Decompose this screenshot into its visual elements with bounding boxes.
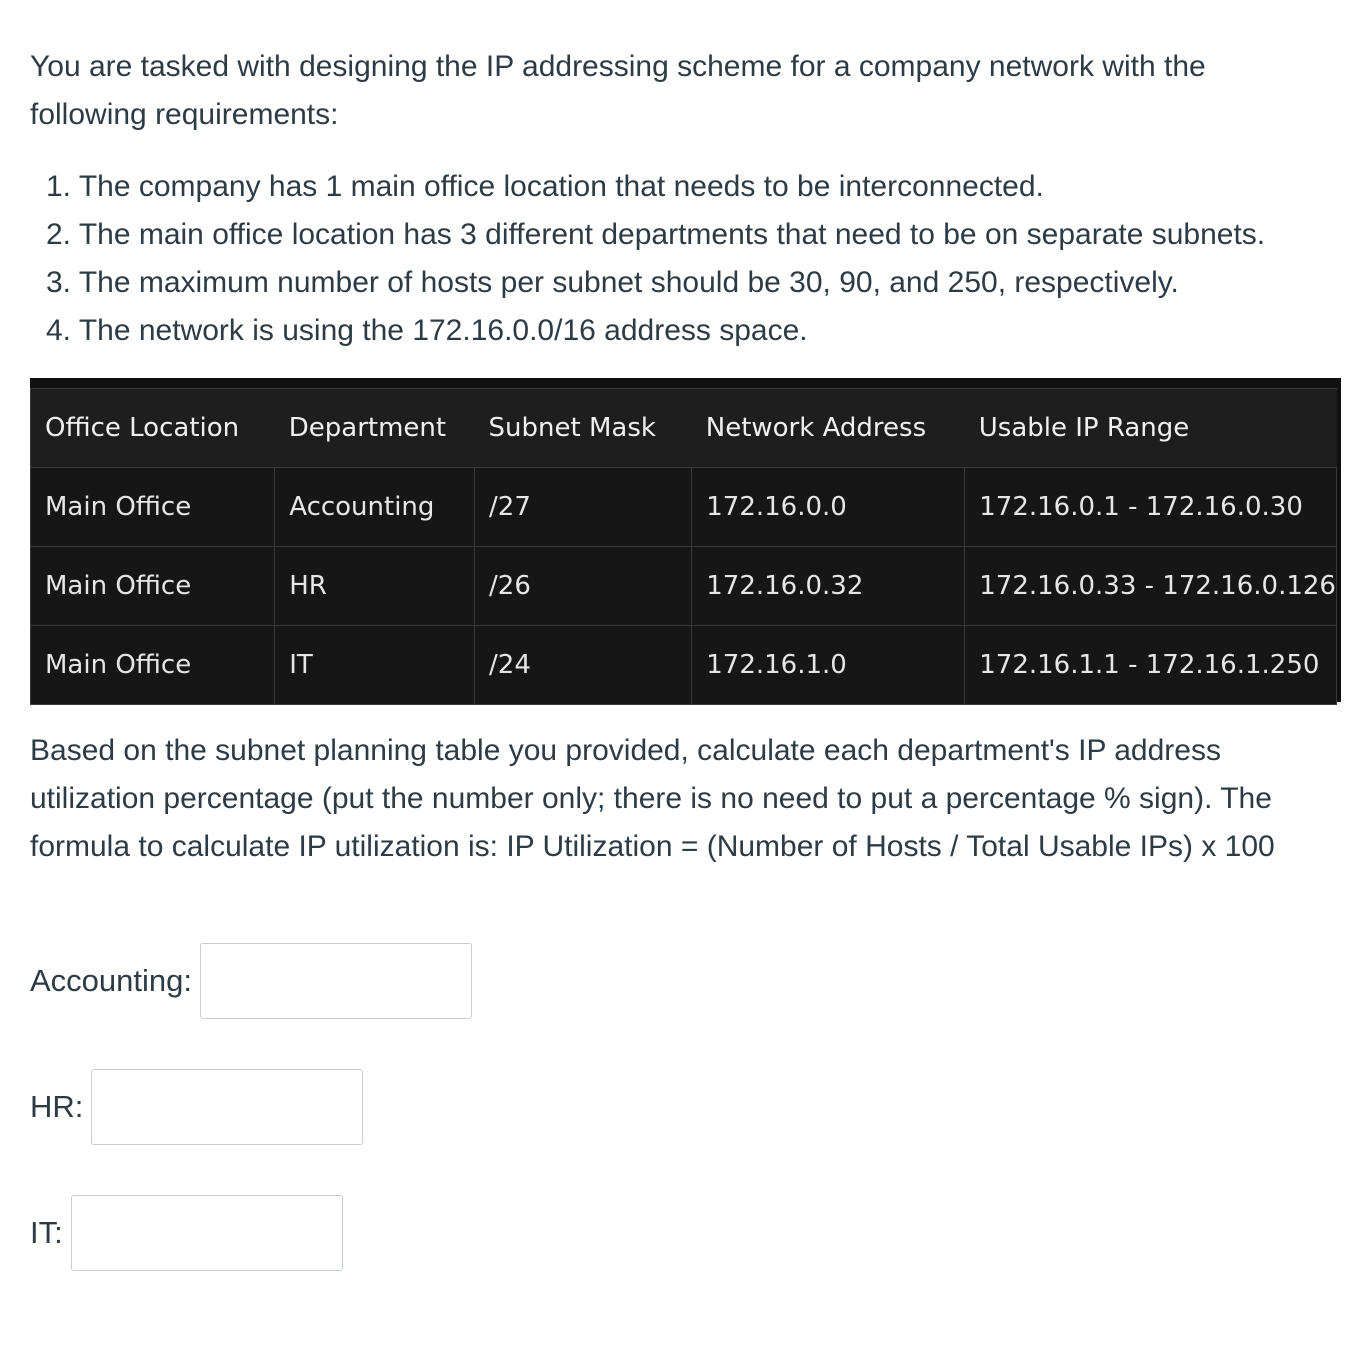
requirement-item: 2. The main office location has 3 different departments that need to be on separate subnets.	[46, 218, 1266, 251]
answer-label-hr: HR:	[30, 1089, 84, 1124]
question-text: Based on the subnet planning table you provided, calculate each department's IP address utilization percentage (put the number only; there is no need to put a percentage % sign). The formula to calculate IP utilization is: IP Utilization = (Number of Hosts / Total Usable IPs) x 100	[30, 734, 1275, 863]
it-answer-input[interactable]	[71, 1195, 343, 1271]
answer-row-hr	[30, 1069, 363, 1145]
cell-department: Accounting	[275, 468, 475, 547]
subnet-planning-table	[30, 388, 1337, 705]
cell-department: HR	[275, 547, 475, 626]
cell-usable-ip-range: 172.16.0.33 - 172.16.0.126	[965, 547, 1337, 626]
cell-network-address: 172.16.0.0	[692, 468, 965, 547]
requirement-item: 3. The maximum number of hosts per subnet should be 30, 90, and 250, respectively.	[46, 266, 1179, 299]
header-usable-ip-range: Usable IP Range	[965, 389, 1337, 468]
cell-office-location: Main Office	[31, 468, 275, 547]
cell-subnet-mask: /24	[475, 626, 692, 705]
cell-office-location: Main Office	[31, 626, 275, 705]
requirements-list	[46, 163, 1346, 355]
cell-usable-ip-range: 172.16.0.1 - 172.16.0.30	[965, 468, 1337, 547]
answer-row-accounting	[30, 943, 472, 1019]
accounting-answer-input[interactable]	[200, 943, 472, 1019]
table-row	[31, 626, 1337, 705]
table-row	[31, 547, 1337, 626]
header-network-address: Network Address	[692, 389, 965, 468]
requirement-item: 4. The network is using the 172.16.0.0/16 address space.	[46, 314, 808, 347]
subnet-table-image	[30, 378, 1341, 702]
cell-subnet-mask: /27	[475, 468, 692, 547]
cell-network-address: 172.16.0.32	[692, 547, 965, 626]
requirement-item: 1. The company has 1 main office location that needs to be interconnected.	[46, 170, 1044, 203]
intro-text: You are tasked with designing the IP addressing scheme for a company network with the following requirements:	[30, 50, 1206, 131]
answer-label-it: IT:	[30, 1215, 63, 1250]
hr-answer-input[interactable]	[91, 1069, 363, 1145]
answer-row-it	[30, 1195, 343, 1271]
cell-department: IT	[275, 626, 475, 705]
cell-usable-ip-range: 172.16.1.1 - 172.16.1.250	[965, 626, 1337, 705]
cell-office-location: Main Office	[31, 547, 275, 626]
table-header-row	[31, 389, 1337, 468]
cell-subnet-mask: /26	[475, 547, 692, 626]
header-subnet-mask: Subnet Mask	[475, 389, 692, 468]
header-department: Department	[275, 389, 475, 468]
cell-network-address: 172.16.1.0	[692, 626, 965, 705]
answer-label-accounting: Accounting:	[30, 963, 192, 998]
header-office-location: Office Location	[31, 389, 275, 468]
table-row	[31, 468, 1337, 547]
